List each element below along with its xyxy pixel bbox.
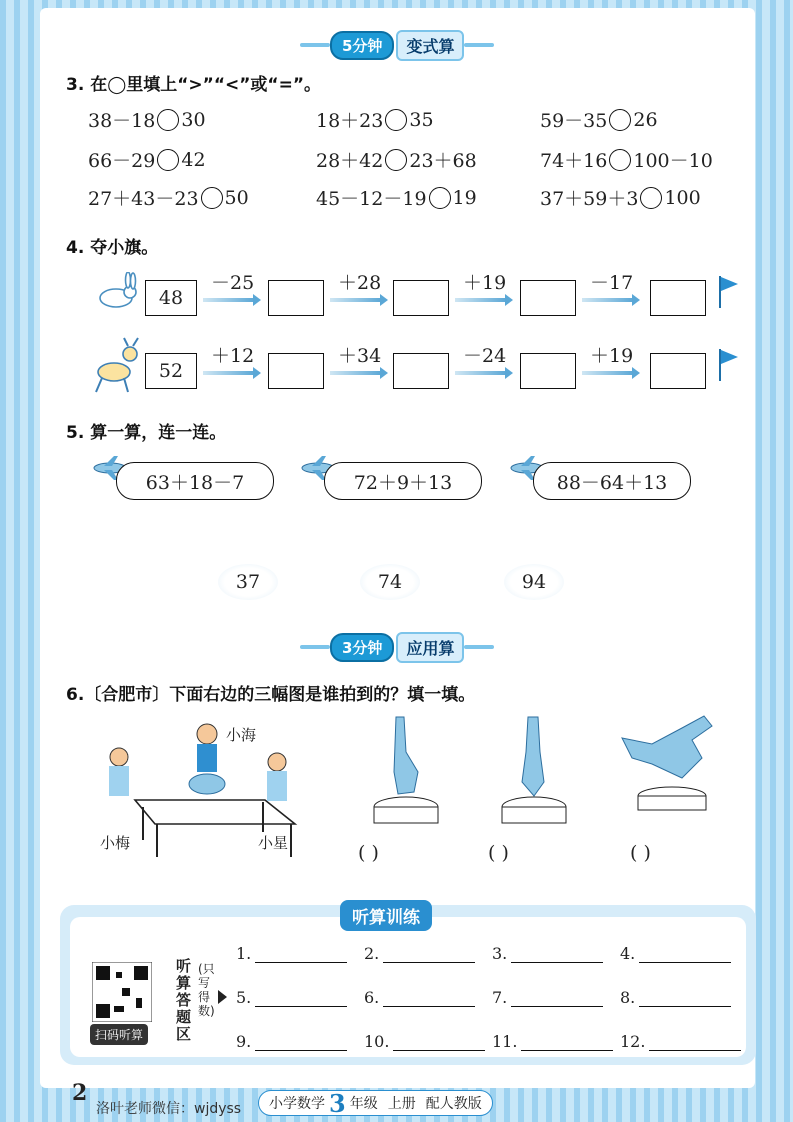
slot-number: 9.	[236, 1032, 252, 1051]
answer-line[interactable]	[383, 990, 475, 1007]
question-3-title: 3. 在◯里填上“>”“<”或“=”。	[66, 75, 321, 95]
answer-line[interactable]	[255, 990, 347, 1007]
listening-answer-slot	[492, 1032, 613, 1051]
name-xiaohai: 小海	[226, 726, 257, 744]
compare-right: 30	[181, 108, 206, 131]
answer-blank-1[interactable]: ( )	[358, 842, 379, 864]
compare-circle[interactable]	[385, 109, 407, 131]
answer-box[interactable]	[520, 353, 576, 389]
listening-answer-slot	[620, 1032, 741, 1051]
section-header-2	[300, 634, 494, 660]
listening-answer-slot	[364, 988, 475, 1007]
header-line	[300, 43, 330, 47]
section-header-1	[300, 32, 494, 58]
footer-edition: 配人教版	[425, 1096, 482, 1112]
compare-item	[540, 146, 713, 173]
section-label: 变式算	[396, 30, 464, 61]
answer-line[interactable]	[393, 1034, 485, 1051]
question-6-title: 6.〔合肥市〕下面右边的三幅图是谁拍到的？填一填。	[66, 685, 476, 705]
operation-label: ＋34	[338, 345, 382, 367]
operation-label: －25	[211, 272, 255, 294]
listening-answer-slot	[236, 1032, 347, 1051]
slot-number: 4.	[620, 944, 636, 963]
watermark: 洛叶老师微信：wjdyss	[96, 1101, 242, 1117]
compare-circle[interactable]	[201, 187, 223, 209]
footer-grade-number: 3	[329, 1088, 346, 1118]
answer-cloud[interactable]: 37	[218, 564, 278, 600]
compare-item	[540, 106, 658, 133]
header-line	[300, 645, 330, 649]
compare-item	[88, 184, 249, 211]
compare-circle[interactable]	[609, 109, 631, 131]
compare-right: 42	[181, 148, 206, 171]
operation-label: ＋12	[211, 345, 255, 367]
qr-code-icon[interactable]	[92, 962, 152, 1022]
arrow-icon	[582, 298, 634, 302]
compare-left: 66－29	[88, 150, 156, 172]
compare-right: 23＋68	[409, 150, 477, 172]
section-minutes: 3分钟	[330, 633, 394, 662]
expression-cloud[interactable]: 72＋9＋13	[324, 462, 482, 500]
footer-info	[258, 1090, 493, 1116]
answer-line[interactable]	[255, 946, 347, 963]
slot-number: 5.	[236, 988, 252, 1007]
answer-box[interactable]	[520, 280, 576, 316]
slot-number: 2.	[364, 944, 380, 963]
compare-circle[interactable]	[429, 187, 451, 209]
section-minutes: 5分钟	[330, 31, 394, 60]
answer-line[interactable]	[255, 1034, 347, 1051]
compare-left: 74＋16	[540, 150, 608, 172]
horse-statue-photo-3	[612, 708, 742, 818]
compare-left: 28＋42	[316, 150, 384, 172]
compare-item	[88, 106, 206, 133]
operation-label: ＋19	[463, 272, 507, 294]
compare-right: 50	[224, 186, 249, 209]
compare-right: 26	[633, 108, 658, 131]
arrow-icon	[455, 298, 507, 302]
answer-blank-2[interactable]: ( )	[488, 842, 509, 864]
slot-number: 8.	[620, 988, 636, 1007]
compare-item	[88, 146, 206, 173]
answer-box[interactable]	[268, 353, 324, 389]
compare-item	[316, 146, 477, 173]
answer-line[interactable]	[383, 946, 475, 963]
question-5-title: 5. 算一算，连一连。	[66, 423, 227, 443]
expression-cloud[interactable]: 63＋18－7	[116, 462, 274, 500]
answer-box[interactable]	[393, 353, 449, 389]
rabbit-icon	[92, 272, 140, 312]
listening-answer-slot	[492, 944, 603, 963]
listening-answer-slot	[492, 988, 603, 1007]
operation-label: ＋19	[590, 345, 634, 367]
compare-left: 37＋59＋3	[540, 188, 639, 210]
slot-number: 7.	[492, 988, 508, 1007]
compare-circle[interactable]	[640, 187, 662, 209]
compare-right: 19	[452, 186, 477, 209]
expression-cloud[interactable]: 88－64＋13	[533, 462, 691, 500]
question-4-title: 4. 夺小旗。	[66, 238, 159, 258]
compare-item	[540, 184, 701, 211]
arrow-right-icon	[218, 990, 227, 1004]
name-xiaoxing: 小星	[258, 834, 289, 852]
answer-line[interactable]	[521, 1034, 613, 1051]
listening-title: 听算训练	[340, 900, 432, 931]
arrow-icon	[582, 371, 634, 375]
answer-line[interactable]	[511, 990, 603, 1007]
arrow-icon	[203, 298, 255, 302]
horse-statue-photo-1	[366, 712, 446, 832]
answer-line[interactable]	[639, 990, 731, 1007]
compare-left: 18＋23	[316, 110, 384, 132]
operation-label: ＋28	[338, 272, 382, 294]
answer-box[interactable]	[650, 280, 706, 316]
compare-left: 27＋43－23	[88, 188, 199, 210]
compare-circle[interactable]	[157, 109, 179, 131]
slot-number: 10.	[364, 1032, 390, 1051]
listening-answer-slot	[620, 944, 731, 963]
operation-label: －24	[463, 345, 507, 367]
listening-answer-slot	[236, 944, 347, 963]
compare-circle[interactable]	[609, 149, 631, 171]
slot-number: 6.	[364, 988, 380, 1007]
answer-cloud[interactable]: 74	[360, 564, 420, 600]
header-line	[464, 645, 494, 649]
listening-answer-slot	[236, 988, 347, 1007]
arrow-icon	[330, 298, 382, 302]
answer-line[interactable]	[649, 1034, 741, 1051]
flag-icon	[716, 274, 742, 310]
arrow-icon	[455, 371, 507, 375]
footer-grade: 年级	[349, 1096, 378, 1112]
answer-line[interactable]	[511, 946, 603, 963]
compare-left: 38－18	[88, 110, 156, 132]
flag-icon	[716, 347, 742, 383]
answer-line[interactable]	[639, 946, 731, 963]
footer-term: 上册	[387, 1096, 416, 1112]
name-xiaomei: 小梅	[100, 834, 131, 852]
listening-answer-slot	[620, 988, 731, 1007]
compare-right: 100	[664, 186, 701, 209]
compare-right: 100－10	[633, 150, 713, 172]
compare-circle[interactable]	[385, 149, 407, 171]
page-number: 2	[72, 1080, 88, 1106]
listening-answer-slot	[364, 944, 475, 963]
compare-right: 35	[409, 108, 434, 131]
slot-number: 11.	[492, 1032, 518, 1051]
deer-icon	[88, 336, 144, 396]
slot-number: 1.	[236, 944, 252, 963]
slot-number: 3.	[492, 944, 508, 963]
section-label: 应用算	[396, 632, 464, 663]
compare-item	[316, 184, 477, 211]
compare-circle[interactable]	[157, 149, 179, 171]
arrow-icon	[203, 371, 255, 375]
compare-item	[316, 106, 434, 133]
listening-answer-slot	[364, 1032, 485, 1051]
compare-left: 45－12－19	[316, 188, 427, 210]
answer-box[interactable]	[268, 280, 324, 316]
start-number-box: 48	[145, 280, 197, 316]
answer-cloud[interactable]: 94	[504, 564, 564, 600]
slot-number: 12.	[620, 1032, 646, 1051]
header-line	[464, 43, 494, 47]
answer-area-label: 听算答题区	[176, 957, 192, 1043]
horse-statue-photo-2	[494, 712, 574, 832]
answer-blank-3[interactable]: ( )	[630, 842, 651, 864]
answer-area-note: (只写得数)	[198, 962, 215, 1018]
operation-label: －17	[590, 272, 634, 294]
start-number-box: 52	[145, 353, 197, 389]
scan-label: 扫码听算	[90, 1024, 148, 1045]
answer-box[interactable]	[650, 353, 706, 389]
arrow-icon	[330, 371, 382, 375]
compare-left: 59－35	[540, 110, 608, 132]
answer-box[interactable]	[393, 280, 449, 316]
footer-subject: 小学数学	[269, 1096, 325, 1112]
